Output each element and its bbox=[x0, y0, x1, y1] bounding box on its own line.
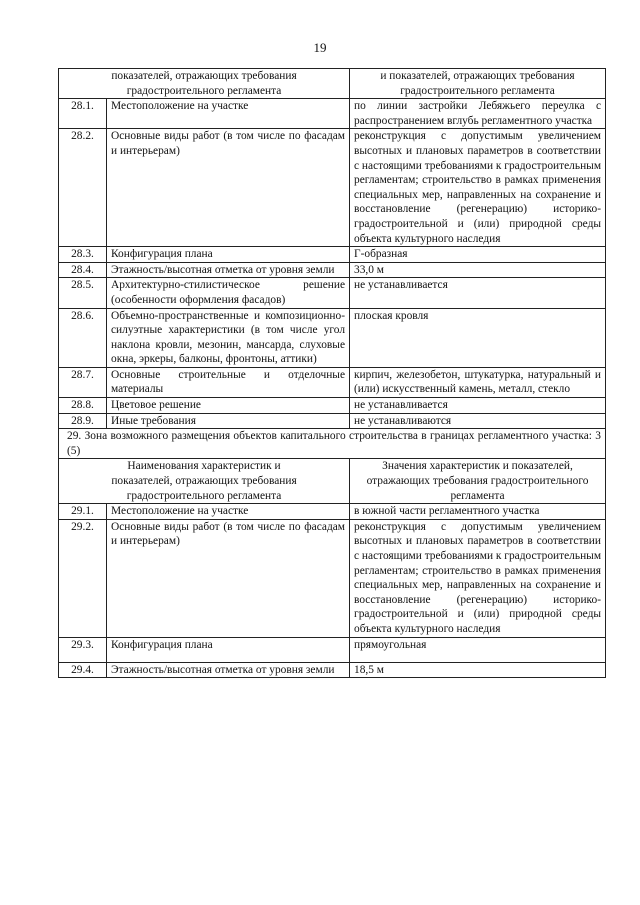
row-number: 28.4. bbox=[59, 262, 107, 278]
row-name: Местоположение на участке bbox=[107, 99, 350, 129]
zone-title: 29. Зона возможного размещения объектов капитального строительства в границах регламентного участка: 3 (5) bbox=[59, 429, 606, 459]
row-name: Основные виды работ (в том числе по фасадам и интерьерам) bbox=[107, 519, 350, 637]
row-name: Иные требования bbox=[107, 413, 350, 429]
table-row bbox=[59, 637, 606, 662]
table-row bbox=[59, 367, 606, 397]
table-row bbox=[59, 129, 606, 247]
row-number: 28.9. bbox=[59, 413, 107, 429]
row-value: прямоугольная bbox=[350, 637, 606, 662]
row-value: плоская кровля bbox=[350, 308, 606, 367]
table-row bbox=[59, 662, 606, 678]
row-number: 28.1. bbox=[59, 99, 107, 129]
row-number: 28.6. bbox=[59, 308, 107, 367]
table-row bbox=[59, 398, 606, 414]
table-row bbox=[59, 278, 606, 308]
table-row bbox=[59, 247, 606, 263]
regulation-table bbox=[58, 68, 606, 678]
row-value: по линии застройки Лебяжьего переулка с распространением вглубь регламентного участка bbox=[350, 99, 606, 129]
row-value: Г-образная bbox=[350, 247, 606, 263]
row-number: 28.5. bbox=[59, 278, 107, 308]
row-name: Объемно-пространственные и композиционно-силуэтные характеристики (в том числе угол наклона кровли, мезонин, мансарда, слуховые окна, эркеры, балконы, фронтоны, аттики) bbox=[107, 308, 350, 367]
table1-header-left: показателей, отражающих требования градостроительного регламента bbox=[59, 69, 350, 99]
row-number: 28.7. bbox=[59, 367, 107, 397]
table2-header-left: Наименования характеристик и показателей, отражающих требования градостроительного регламента bbox=[59, 459, 350, 504]
table-row bbox=[59, 504, 606, 520]
table-row bbox=[59, 262, 606, 278]
row-value: 18,5 м bbox=[350, 662, 606, 678]
row-name: Цветовое решение bbox=[107, 398, 350, 414]
row-name: Конфигурация плана bbox=[107, 247, 350, 263]
row-name: Основные виды работ (в том числе по фасадам и интерьерам) bbox=[107, 129, 350, 247]
row-name: Архитектурно-стилистическое решение (особенности оформления фасадов) bbox=[107, 278, 350, 308]
row-value: 33,0 м bbox=[350, 262, 606, 278]
row-number: 29.1. bbox=[59, 504, 107, 520]
page-number: 19 bbox=[313, 40, 327, 55]
row-name: Конфигурация плана bbox=[107, 637, 350, 662]
row-name: Этажность/высотная отметка от уровня земли bbox=[107, 662, 350, 678]
row-number: 28.2. bbox=[59, 129, 107, 247]
row-number: 29.2. bbox=[59, 519, 107, 637]
row-value: не устанавливаются bbox=[350, 413, 606, 429]
row-value: реконструкция с допустимым увеличением высотных и плановых параметров в соответствии с настоящими требованиями к градостроительным регламентам; строительство в рамках применения специальных мер, направленных на сохранение и восстановление (регенерацию) историко-градостроительной и (или) природной среды объекта культурного наследия bbox=[350, 129, 606, 247]
table-row bbox=[59, 413, 606, 429]
row-value: реконструкция с допустимым увеличением высотных и плановых параметров в соответствии с настоящими требованиями к градостроительным регламентам; строительство в рамках применения специальных мер, направленных на сохранение и восстановление (регенерацию) историко-градостроительной и (или) природной среды объекта культурного наследия bbox=[350, 519, 606, 637]
row-value: в южной части регламентного участка bbox=[350, 504, 606, 520]
table1-header-right: и показателей, отражающих требования градостроительного регламента bbox=[350, 69, 606, 99]
row-number: 29.3. bbox=[59, 637, 107, 662]
table-row bbox=[59, 99, 606, 129]
row-value: кирпич, железобетон, штукатурка, натуральный и (или) искусственный камень, металл, стекло bbox=[350, 367, 606, 397]
table2-header-row bbox=[59, 459, 606, 504]
table2-header-right: Значения характеристик и показателей, отражающих требования градостроительного регламента bbox=[350, 459, 606, 504]
row-name: Этажность/высотная отметка от уровня земли bbox=[107, 262, 350, 278]
row-number: 29.4. bbox=[59, 662, 107, 678]
row-value: не устанавливается bbox=[350, 278, 606, 308]
row-name: Местоположение на участке bbox=[107, 504, 350, 520]
row-number: 28.8. bbox=[59, 398, 107, 414]
table1-header-row bbox=[59, 69, 606, 99]
table-row bbox=[59, 308, 606, 367]
row-name: Основные строительные и отделочные материалы bbox=[107, 367, 350, 397]
table-row bbox=[59, 519, 606, 637]
zone-title-row bbox=[59, 429, 606, 459]
row-value: не устанавливается bbox=[350, 398, 606, 414]
row-number: 28.3. bbox=[59, 247, 107, 263]
